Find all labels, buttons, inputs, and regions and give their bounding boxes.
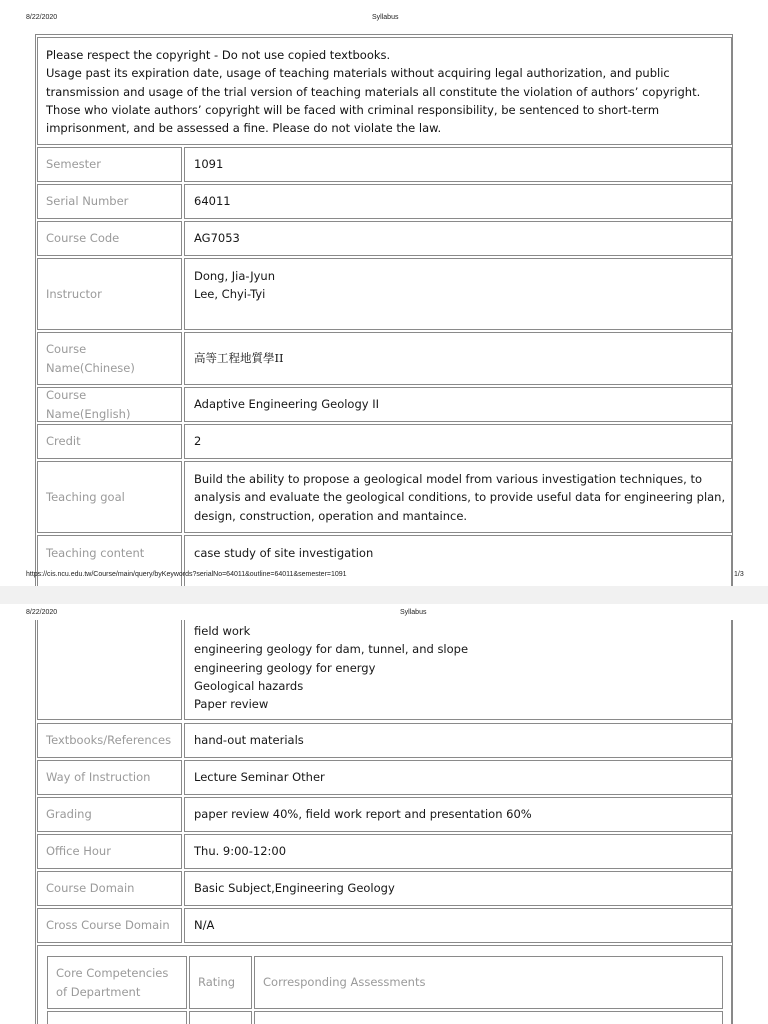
header-line: of Department	[56, 984, 141, 999]
page-separator	[0, 586, 768, 604]
office-hour-value: Thu. 9:00-12:00	[184, 834, 732, 869]
notice-line: imprisonment, and be assessed a fine. Please do not violate the law.	[46, 121, 442, 136]
semester-value: 1091	[184, 147, 732, 182]
content-line: field work	[194, 624, 251, 638]
page-number: 1/3	[734, 571, 744, 578]
course-code-value: AG7053	[184, 221, 732, 256]
course-name-chinese-value: 高等工程地質學II	[184, 332, 732, 385]
course-domain-label: Course Domain	[37, 871, 182, 906]
copyright-notice	[37, 37, 732, 145]
course-name-chinese-label	[37, 332, 182, 385]
serial-number-label: Serial Number	[37, 184, 182, 219]
semester-label: Semester	[37, 147, 182, 182]
course-name-english-label: Course Name(English)	[37, 387, 182, 422]
course-code-label: Course Code	[37, 221, 182, 256]
goal-line: design, construction, operation and mantaince.	[194, 508, 468, 523]
instructor-label: Instructor	[37, 258, 182, 330]
teaching-goal-label: Teaching goal	[37, 461, 182, 533]
instructor-value	[184, 258, 732, 330]
competency-row-cell	[254, 1011, 723, 1024]
notice-line: transmission and usage of the trial version of teaching materials all constitute the violation of authors’ copyright.	[46, 84, 701, 99]
instructor-name: Lee, Chyi-Tyi	[194, 287, 266, 302]
serial-number-value: 64011	[184, 184, 732, 219]
print-title: Syllabus	[372, 14, 399, 21]
cross-course-domain-value: N/A	[184, 908, 732, 943]
header-line: Core Competencies	[56, 966, 169, 981]
competency-row-cell	[189, 1011, 252, 1024]
goal-line: analysis and evaluate the geological conditions, to provide useful data for engineering plan,	[194, 490, 726, 505]
print-date: 8/22/2020	[26, 14, 58, 21]
teaching-content-value-part2	[184, 620, 732, 720]
competency-header-core	[47, 956, 187, 1009]
teaching-content-value-part1: case study of site investigation	[184, 535, 732, 586]
competency-header-rating: Rating	[189, 956, 252, 1009]
notice-line: Please respect the copyright - Do not use copied textbooks.	[46, 48, 391, 62]
cross-course-domain-label: Cross Course Domain	[37, 908, 182, 943]
course-name-english-value: Adaptive Engineering Geology II	[184, 387, 732, 422]
print-date: 8/22/2020	[26, 609, 58, 616]
footer-url: https://cis.ncu.edu.tw/Course/main/query/byKeywords?serialNo=64011&outline=64011&semester=1091	[26, 571, 347, 578]
label-line: Name(Chinese)	[46, 360, 135, 375]
notice-line: Usage past its expiration date, usage of teaching materials without acquiring legal authorization, and public	[46, 66, 670, 81]
grading-label: Grading	[37, 797, 182, 832]
course-domain-value: Basic Subject,Engineering Geology	[184, 871, 732, 906]
credit-label: Credit	[37, 424, 182, 459]
content-line: Geological hazards	[194, 678, 304, 693]
office-hour-label: Office Hour	[37, 834, 182, 869]
textbooks-value: hand-out materials	[184, 723, 732, 758]
grading-value: paper review 40%, field work report and presentation 60%	[184, 797, 732, 832]
notice-line: Those who violate authors’ copyright will be faced with criminal responsibility, be sentenced to short-term	[46, 102, 660, 117]
teaching-content-label-continued	[37, 620, 182, 720]
textbooks-label: Textbooks/References	[37, 723, 182, 758]
competency-header-assessments: Corresponding Assessments	[254, 956, 723, 1009]
instruction-value: Lecture Seminar Other	[184, 760, 732, 795]
label-line: Course	[46, 342, 87, 357]
competency-row-cell	[47, 1011, 187, 1024]
content-line: engineering geology for dam, tunnel, and slope	[194, 642, 469, 657]
print-title: Syllabus	[400, 609, 427, 616]
content-line: engineering geology for energy	[194, 660, 376, 675]
instructor-name: Dong, Jia-Jyun	[194, 269, 275, 283]
content-line: Paper review	[194, 697, 269, 712]
credit-value: 2	[184, 424, 732, 459]
teaching-goal-value	[184, 461, 732, 533]
goal-line: Build the ability to propose a geological model from various investigation techniques, to	[194, 472, 702, 486]
teaching-content-label: Teaching content	[37, 535, 182, 586]
instruction-label: Way of Instruction	[37, 760, 182, 795]
